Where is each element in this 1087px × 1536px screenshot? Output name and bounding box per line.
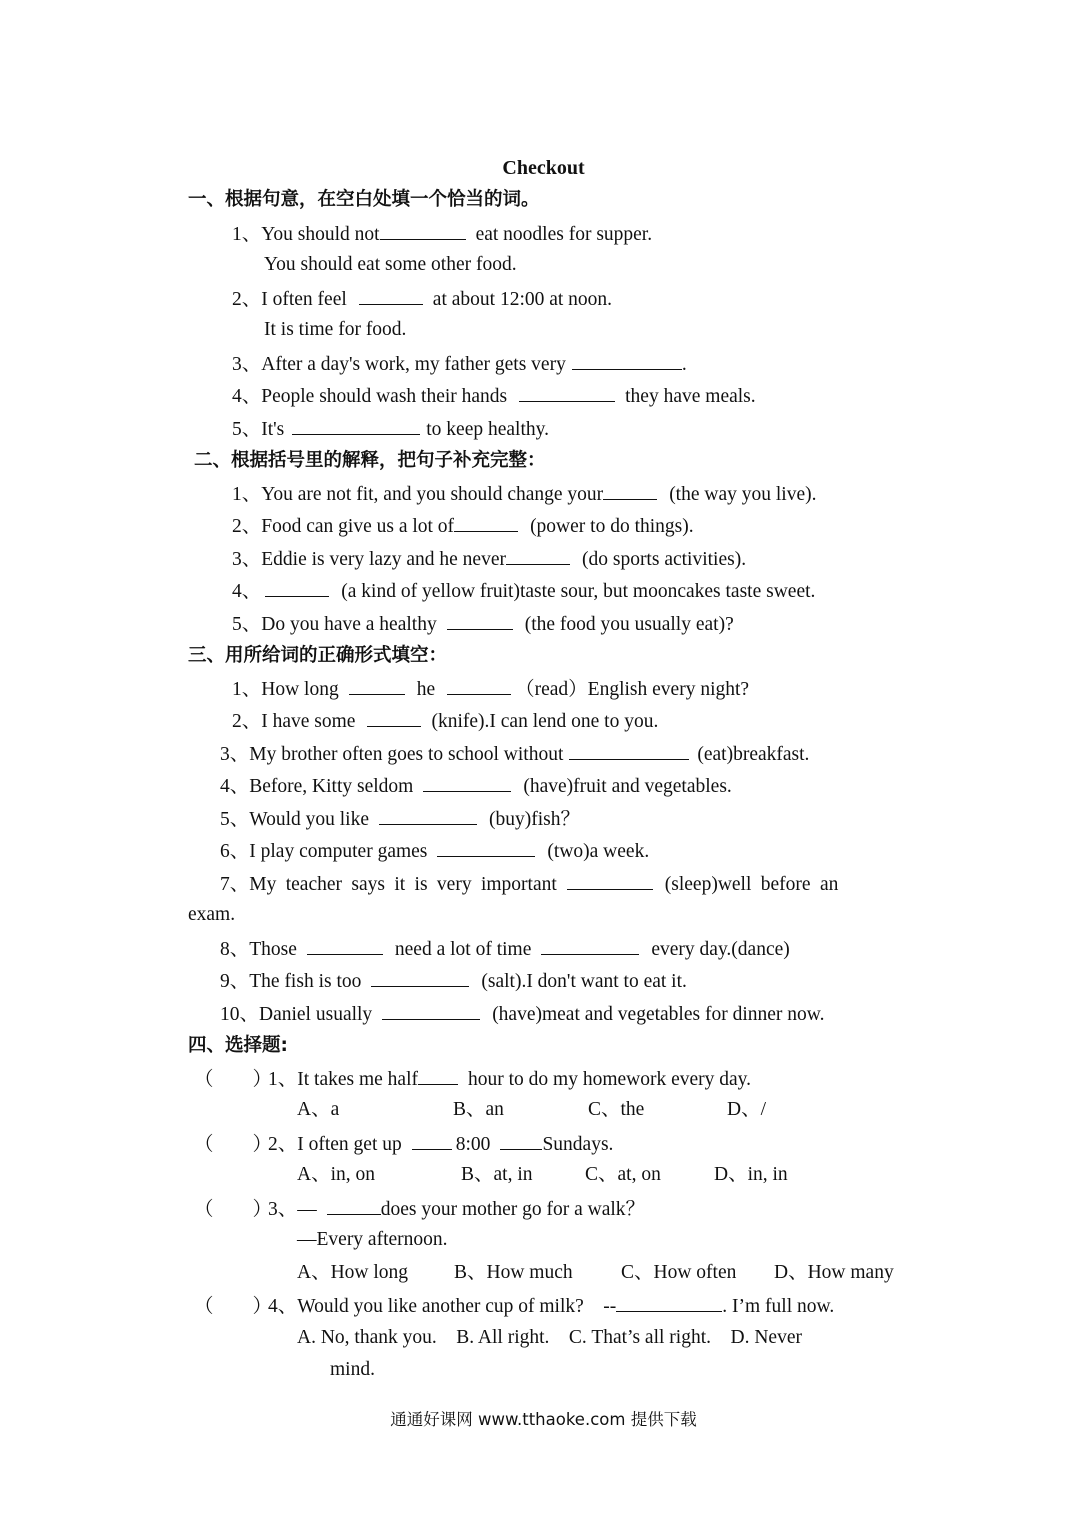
answer-blank[interactable] xyxy=(423,773,511,792)
option-b[interactable]: B、at, in xyxy=(461,1164,533,1185)
answer-blank[interactable] xyxy=(519,383,615,402)
s4-question-3: （ ）3、— does your mother go for a walk？ xyxy=(194,1196,645,1222)
s3-question-9: 9、The fish is too (salt).I don't want to eat it. xyxy=(220,968,687,994)
s4-question-2-options xyxy=(297,1163,788,1187)
s4-question-4: （ ）4、Would you like another cup of milk? -- . I’m full now. xyxy=(194,1293,834,1319)
s4-question-4-options: A. No, thank you. B. All right. C. That’s all right. D. Never xyxy=(297,1327,802,1348)
answer-blank[interactable] xyxy=(412,1131,452,1150)
answer-blank[interactable] xyxy=(371,968,469,987)
s3-question-3: 3、My brother often goes to school without (eat)breakfast. xyxy=(220,741,809,767)
s4-question-2: （ ）2、I often get up 8:00 Sundays. xyxy=(194,1131,613,1157)
option-b[interactable]: B、How much xyxy=(454,1262,573,1283)
section-3-heading: 三、用所给词的正确形式填空： xyxy=(188,645,448,666)
answer-blank[interactable] xyxy=(569,741,689,760)
s1-question-2: 2、I often feel at about 12:00 at noon. xyxy=(232,286,612,312)
answer-blank[interactable] xyxy=(292,416,420,435)
s2-question-1: 1、You are not fit, and you should change your (the way you live). xyxy=(232,481,816,507)
s3-question-4: 4、Before, Kitty seldom (have)fruit and vegetables. xyxy=(220,773,732,799)
s1-question-3: 3、After a day's work, my father gets very . xyxy=(232,351,687,377)
answer-blank[interactable] xyxy=(572,351,682,370)
s3-question-10: 10、Daniel usually (have)meat and vegetables for dinner now. xyxy=(220,1001,824,1027)
option-c[interactable]: C、How often xyxy=(621,1262,737,1283)
answer-blank[interactable] xyxy=(367,708,421,727)
option-c[interactable]: C、at, on xyxy=(585,1164,661,1185)
answer-blank[interactable] xyxy=(506,546,570,565)
s1-question-2-continuation: It is time for food. xyxy=(264,319,407,340)
s3-question-7: 7、My teacher says it is very important (sleep)well before an xyxy=(220,871,838,897)
answer-blank[interactable] xyxy=(541,936,639,955)
answer-blank[interactable] xyxy=(447,611,513,630)
s4-question-4-options-continuation: mind. xyxy=(330,1359,375,1380)
option-d[interactable]: D、How many xyxy=(774,1262,894,1283)
option-a[interactable]: A、a xyxy=(297,1099,340,1120)
answer-blank[interactable] xyxy=(265,578,329,597)
answer-blank[interactable] xyxy=(382,1001,480,1020)
section-4-heading: 四、选择题: xyxy=(188,1035,288,1056)
answer-blank[interactable] xyxy=(349,676,405,695)
answer-blank[interactable] xyxy=(616,1293,722,1312)
answer-parentheses[interactable]: （ ） xyxy=(194,1296,273,1317)
s3-question-5: 5、Would you like (buy)fish？ xyxy=(220,806,580,832)
s2-question-5: 5、Do you have a healthy (the food you usually eat)? xyxy=(232,611,734,637)
s3-question-2: 2、I have some (knife).I can lend one to you. xyxy=(232,708,658,734)
s2-question-3: 3、Eddie is very lazy and he never (do sports activities). xyxy=(232,546,746,572)
answer-blank[interactable] xyxy=(327,1196,381,1215)
option-a[interactable]: A、How long xyxy=(297,1262,409,1283)
answer-blank[interactable] xyxy=(379,806,477,825)
page-title: Checkout xyxy=(502,157,585,179)
answer-parentheses[interactable]: （ ） xyxy=(194,1069,273,1090)
s3-question-7-continuation: exam. xyxy=(188,904,236,925)
option-b[interactable]: B、an xyxy=(453,1099,504,1120)
s4-question-1-options xyxy=(297,1098,766,1122)
answer-blank[interactable] xyxy=(500,1131,542,1150)
answer-blank[interactable] xyxy=(380,221,466,240)
answer-blank[interactable] xyxy=(603,481,657,500)
answer-blank[interactable] xyxy=(447,676,511,695)
s3-question-1: 1、How long he （read）English every night? xyxy=(232,676,749,702)
answer-blank[interactable] xyxy=(567,871,653,890)
option-a[interactable]: A、in, on xyxy=(297,1164,376,1185)
s3-question-8: 8、Those need a lot of time every day.(dance) xyxy=(220,936,790,962)
answer-blank[interactable] xyxy=(418,1066,458,1085)
s1-question-5: 5、It's to keep healthy. xyxy=(232,416,549,442)
answer-parentheses[interactable]: （ ） xyxy=(194,1134,273,1155)
s4-question-3-options xyxy=(297,1261,894,1285)
s3-question-6: 6、I play computer games (two)a week. xyxy=(220,838,649,864)
footer-source: 通通好课网 www.tthaoke.com 提供下载 xyxy=(390,1410,697,1429)
s4-question-3-dialogue: —Every afternoon. xyxy=(297,1229,448,1250)
option-d[interactable]: D、/ xyxy=(727,1099,767,1120)
option-d[interactable]: D、in, in xyxy=(714,1164,788,1185)
s1-question-1-continuation: You should eat some other food. xyxy=(264,254,517,275)
answer-blank[interactable] xyxy=(454,513,518,532)
s1-question-1: 1、You should not eat noodles for supper. xyxy=(232,221,652,247)
section-2-heading: 二、根据括号里的解释，把句子补充完整： xyxy=(194,450,546,471)
section-1-heading: 一、根据句意，在空白处填一个恰当的词。 xyxy=(188,189,540,210)
answer-blank[interactable] xyxy=(359,286,423,305)
option-c[interactable]: C、the xyxy=(588,1099,645,1120)
answer-parentheses[interactable]: （ ） xyxy=(194,1199,273,1220)
s2-question-4: 4、 (a kind of yellow fruit)taste sour, but mooncakes taste sweet. xyxy=(232,578,815,604)
s4-question-1: （ ）1、It takes me half hour to do my homework every day. xyxy=(194,1066,751,1092)
s1-question-4: 4、People should wash their hands they have meals. xyxy=(232,383,756,409)
answer-blank[interactable] xyxy=(307,936,383,955)
answer-blank[interactable] xyxy=(437,838,535,857)
s2-question-2: 2、Food can give us a lot of (power to do things). xyxy=(232,513,694,539)
